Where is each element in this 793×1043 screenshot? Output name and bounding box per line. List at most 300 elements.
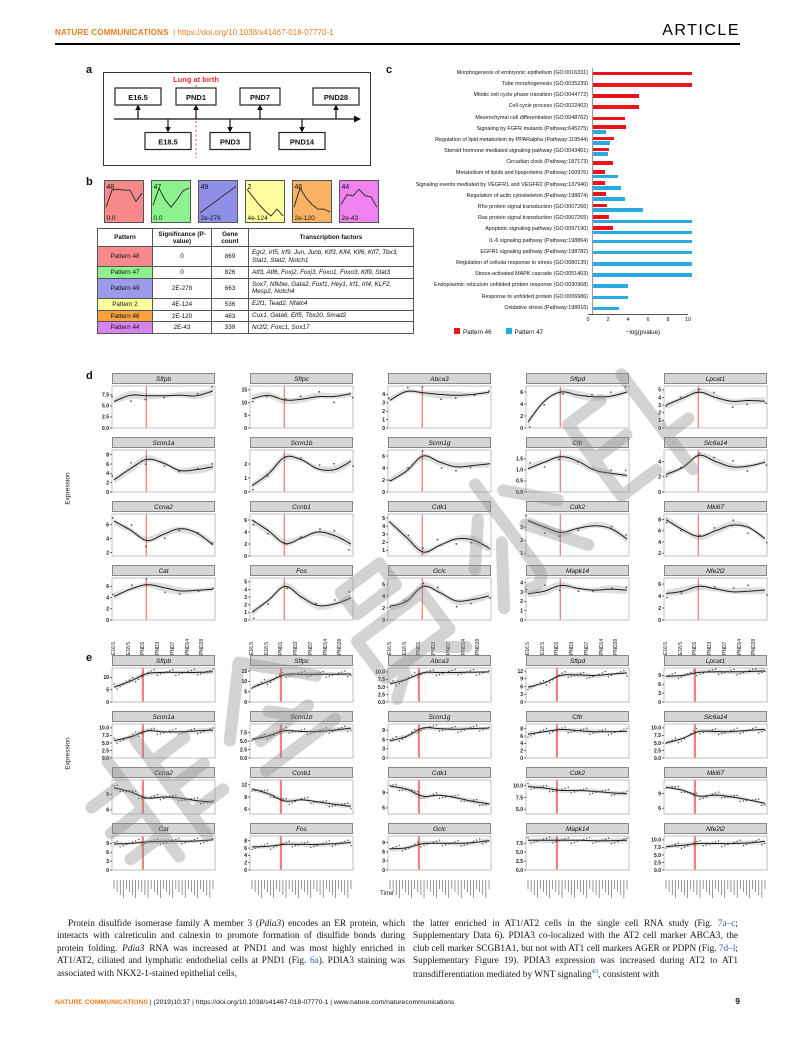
- go-term-label: Circadian clock (Pathway:187173): [506, 159, 588, 166]
- table-header: Significance (P-value): [153, 229, 212, 247]
- gene-title: Fos: [250, 823, 353, 834]
- go-term-row: [392, 281, 702, 292]
- svg-text:0: 0: [244, 553, 247, 558]
- bar-pattern-47: [593, 273, 692, 277]
- svg-text:10.0: 10.0: [375, 669, 385, 676]
- bar-pattern-47: [593, 240, 692, 244]
- x-tick-label: PND28: [751, 638, 758, 655]
- body-text: ; Supplementary Figure 19). PDIA3 expression was increased during AT2 to AT1 transdifferentiation mediated by WNT signaling: [413, 943, 738, 980]
- gene-plot-gclc: [371, 565, 493, 627]
- x-tick-label: E16.5: [249, 641, 255, 655]
- svg-text:3: 3: [658, 690, 661, 697]
- svg-text:47: 47: [153, 184, 162, 191]
- go-term-label: Mitotic cell cycle phase transition (GO:0044772): [473, 92, 588, 99]
- x-tick-label: PND7: [583, 641, 590, 655]
- gene-plot-nfe2l2: [647, 565, 769, 627]
- bar-pattern-47: [593, 220, 692, 224]
- gene-title: Mki67: [664, 767, 767, 778]
- gene-title: Lpcat1: [664, 655, 767, 666]
- go-term-row: [392, 146, 702, 157]
- body-column-left: [57, 918, 405, 980]
- x-tick-label: PND1: [416, 641, 423, 655]
- svg-text:3: 3: [382, 400, 385, 407]
- go-term-row: [392, 102, 702, 113]
- svg-text:7.5: 7.5: [654, 733, 661, 740]
- panel-e-x-axis-label: Time: [380, 890, 394, 897]
- go-term-bars: [592, 146, 702, 157]
- x-axis-strip: [647, 879, 769, 908]
- gene-plot-scnn1g: [371, 437, 493, 499]
- gene-title: Scnn1b: [250, 437, 353, 448]
- bar-pattern-46: [593, 117, 625, 121]
- svg-text:4: 4: [382, 465, 385, 472]
- bar-pattern-47: [593, 231, 692, 235]
- go-term-row: [392, 225, 702, 236]
- gene-plot-abca3: [371, 655, 493, 709]
- svg-text:PND14: PND14: [289, 137, 315, 147]
- body-text: ) encodes an ER protein, which interacts with calreticulin and calnexin to promote formation of disulfide bonds during protein folding.: [57, 919, 405, 954]
- body-text: ). PDIA3 staining was associated with NKX2-1-stained epithelial cells,: [57, 956, 405, 979]
- svg-text:5.0: 5.0: [240, 738, 247, 745]
- go-term-bars: [592, 191, 702, 202]
- svg-text:1: 1: [658, 418, 661, 425]
- gene-title: Sftpb: [112, 373, 215, 384]
- svg-text:6: 6: [520, 684, 523, 691]
- bar-pattern-47: [593, 141, 610, 145]
- gene-plot-scnn1b: [233, 437, 355, 499]
- body-text: , consistent with: [598, 969, 659, 980]
- table-cell: Pattern 46: [98, 310, 153, 322]
- bar-pattern-46: [593, 181, 605, 185]
- x-tick-label: E18.5: [263, 641, 270, 655]
- svg-text:0: 0: [106, 489, 109, 494]
- svg-text:6: 6: [382, 737, 385, 744]
- header: [55, 22, 740, 45]
- gene-title: Sftpb: [112, 655, 215, 666]
- svg-text:0.5: 0.5: [516, 478, 523, 485]
- svg-text:3: 3: [382, 531, 385, 538]
- go-term-row: [392, 135, 702, 146]
- gene-title: Cdk1: [388, 767, 491, 778]
- go-bar-chart: [392, 68, 702, 336]
- pattern-box-49: [198, 180, 238, 223]
- pattern-box-44: [339, 180, 379, 223]
- go-term-bars: [592, 247, 702, 258]
- table-cell: 869: [212, 247, 249, 267]
- gene-plot-ccna2: [95, 501, 217, 563]
- go-term-label: Regulation of lipid metabolism by PPARalpha (Pathway:119544): [435, 136, 588, 143]
- table-cell: Pattern 47: [98, 267, 153, 279]
- footer-link[interactable]: | (2019)10:37 | https://doi.org/10.1038/s41467-018-07770-1 | www.nature.com/naturecommunications: [149, 999, 455, 1006]
- journal-name: NATURE COMMUNICATIONS: [55, 28, 169, 37]
- gene-title: Mapk14: [526, 565, 629, 576]
- pattern-box-48: [104, 180, 144, 223]
- gene-plot-ccna2: [95, 767, 217, 821]
- gene-plot-nfe2l2: [647, 823, 769, 877]
- gene-title: Scnn1b: [250, 711, 353, 722]
- body-text: Pdia3: [258, 919, 282, 929]
- svg-text:1.5: 1.5: [516, 456, 523, 463]
- svg-text:0.0: 0.0: [106, 215, 116, 222]
- x-tick-label: E18.5: [677, 641, 684, 655]
- go-term-bars: [592, 303, 702, 314]
- svg-text:5.0: 5.0: [654, 852, 661, 859]
- gene-title: Ccnb1: [250, 767, 353, 778]
- svg-text:0.0: 0.0: [654, 867, 661, 872]
- bar-pattern-46: [593, 105, 639, 109]
- gene-title: Gclc: [388, 823, 491, 834]
- svg-text:5.0: 5.0: [102, 740, 109, 747]
- x-axis-strip: [233, 879, 355, 908]
- svg-text:9: 9: [382, 840, 385, 847]
- svg-text:1.0: 1.0: [516, 467, 523, 474]
- svg-text:2: 2: [247, 184, 252, 191]
- gene-title: Cdk1: [388, 501, 491, 512]
- bar-pattern-46: [593, 161, 613, 165]
- table-cell: Pattern 44: [98, 322, 153, 334]
- svg-text:9: 9: [658, 673, 661, 680]
- panel-e-plot-grid: [95, 655, 769, 908]
- body-text: RNA was increased at PND1 and was most highly enriched in AT1/AT2, ciliated and lymphatic endothelial cells at PND1 (Fig.: [57, 943, 405, 967]
- svg-text:2: 2: [658, 474, 661, 481]
- body-text: Pdia3: [122, 943, 145, 954]
- svg-text:8: 8: [244, 838, 247, 845]
- gene-title: Slc6a14: [664, 711, 767, 722]
- svg-text:2: 2: [658, 605, 661, 612]
- legend-swatch-blue: [506, 328, 512, 334]
- svg-text:2: 2: [658, 551, 661, 557]
- svg-text:1: 1: [244, 475, 247, 482]
- svg-text:6: 6: [106, 850, 109, 857]
- x-tick-label: PND7: [721, 641, 728, 655]
- svg-text:0: 0: [106, 699, 109, 704]
- table-row: [98, 279, 414, 299]
- bar-pattern-46: [593, 215, 609, 219]
- go-chart-footer: [392, 328, 702, 336]
- x-tick-label: PND1: [140, 641, 147, 655]
- bar-pattern-46: [593, 83, 692, 87]
- svg-text:0: 0: [382, 489, 385, 494]
- gene-title: Abca3: [388, 655, 491, 666]
- svg-text:4: 4: [106, 536, 109, 543]
- table-cell: 0: [153, 267, 212, 279]
- table-cell: 483: [212, 310, 249, 322]
- pattern-box-46: [292, 180, 332, 223]
- x-tick-label: PND14: [736, 638, 743, 655]
- gene-title: Cftr: [526, 711, 629, 722]
- x-tick-label: PND3: [569, 641, 576, 655]
- svg-text:9: 9: [382, 790, 385, 797]
- figure-link[interactable]: 6a: [309, 956, 319, 967]
- svg-text:9: 9: [244, 794, 247, 801]
- svg-text:6: 6: [658, 528, 661, 535]
- gene-plot-cdk1: [371, 767, 493, 821]
- go-term-bars: [592, 113, 702, 124]
- x-tick-label: PND1: [692, 641, 699, 655]
- gene-plot-ccnb1: [233, 767, 355, 821]
- svg-text:0: 0: [658, 489, 661, 494]
- svg-text:4: 4: [244, 529, 247, 536]
- go-term-bars: [592, 281, 702, 292]
- gene-title: Slc6a14: [664, 437, 767, 448]
- svg-text:2: 2: [520, 599, 523, 606]
- gene-title: Mki67: [664, 501, 767, 512]
- gene-plot-cdk2: [509, 501, 631, 563]
- bar-pattern-47: [593, 130, 606, 134]
- svg-text:2: 2: [244, 461, 247, 468]
- gene-plot-abca3: [371, 373, 493, 435]
- svg-text:0: 0: [520, 699, 523, 704]
- gene-plot-cat: [95, 565, 217, 627]
- go-x-axis-label: −log(pvalue): [625, 328, 661, 336]
- svg-text:6: 6: [658, 682, 661, 689]
- go-term-row: [392, 124, 702, 135]
- go-term-label: Signaling events mediated by VEGFR1 and VEGFR2 (Pathway:137940): [415, 181, 588, 188]
- table-row: [98, 322, 414, 334]
- go-term-bars: [592, 225, 702, 236]
- gene-plot-sftpb: [95, 373, 217, 435]
- svg-text:5.0: 5.0: [516, 807, 523, 814]
- svg-text:2.5: 2.5: [240, 747, 247, 754]
- go-term-bars: [592, 269, 702, 280]
- svg-text:PND28: PND28: [323, 93, 349, 102]
- gene-title: Scnn1a: [112, 711, 215, 722]
- bar-pattern-47: [593, 251, 692, 255]
- go-term-row: [392, 269, 702, 280]
- svg-text:2e-278: 2e-278: [200, 215, 221, 222]
- svg-text:5: 5: [244, 579, 247, 586]
- bar-pattern-47: [593, 152, 608, 156]
- go-term-row: [392, 158, 702, 169]
- svg-text:2e-43: 2e-43: [341, 215, 359, 222]
- go-term-label: Rho protein signal transduction (GO:0007266): [477, 204, 588, 210]
- svg-text:12: 12: [517, 668, 523, 675]
- svg-text:0: 0: [244, 867, 247, 872]
- svg-text:6: 6: [382, 849, 385, 856]
- svg-text:10: 10: [103, 675, 109, 682]
- gene-plot-scnn1a: [95, 711, 217, 765]
- table-cell: 4E-124: [153, 298, 212, 310]
- go-term-bars: [592, 68, 702, 79]
- gene-plot-gclc: [371, 823, 493, 877]
- svg-text:5.0: 5.0: [516, 849, 523, 856]
- svg-text:0.0: 0.0: [102, 755, 109, 760]
- gene-plot-scnn1g: [371, 711, 493, 765]
- panel-c-label: c: [386, 64, 393, 76]
- x-tick-label: PND3: [293, 641, 300, 655]
- gene-plot-sftpc: [233, 373, 355, 435]
- gene-title: Scnn1a: [112, 437, 215, 448]
- svg-text:6: 6: [520, 389, 523, 396]
- panel-e-y-axis-label: Expression: [64, 737, 72, 770]
- go-term-row: [392, 247, 702, 258]
- svg-text:0.0: 0.0: [102, 425, 109, 430]
- go-term-bars: [592, 236, 702, 247]
- svg-text:44: 44: [341, 184, 350, 191]
- gene-plot-mki67: [647, 501, 769, 563]
- svg-text:E16.5: E16.5: [128, 93, 148, 102]
- svg-text:10: 10: [241, 679, 247, 686]
- panel-d-label: d: [86, 370, 93, 382]
- svg-text:7.5: 7.5: [102, 733, 109, 740]
- svg-text:PND1: PND1: [185, 93, 207, 102]
- svg-text:4: 4: [520, 580, 523, 587]
- timeline-figure: [103, 72, 371, 166]
- legend-pattern-46: Pattern 46: [454, 328, 492, 336]
- table-header: Gene count: [212, 229, 249, 247]
- gene-plot-cftr: [509, 437, 631, 499]
- table-cell: 663: [212, 279, 249, 299]
- article-type-label: ARTICLE: [662, 22, 740, 39]
- svg-text:0: 0: [244, 425, 247, 430]
- svg-text:0: 0: [658, 699, 661, 704]
- svg-text:2: 2: [520, 413, 523, 420]
- panel-b-label: b: [86, 176, 93, 188]
- x-axis-strip: [509, 879, 631, 908]
- svg-text:5: 5: [244, 689, 247, 696]
- table-cell: Pattern 48: [98, 247, 153, 267]
- gene-title: Cat: [112, 823, 215, 834]
- svg-text:0: 0: [520, 425, 523, 430]
- svg-text:5: 5: [382, 515, 385, 522]
- table-cell: 2E-120: [153, 310, 212, 322]
- gene-title: Mapk14: [526, 823, 629, 834]
- x-tick-label: PND28: [199, 638, 206, 655]
- svg-text:0: 0: [244, 489, 247, 494]
- x-tick-label: PND14: [460, 638, 467, 655]
- go-term-bars: [592, 213, 702, 224]
- svg-text:1: 1: [520, 608, 523, 615]
- go-term-row: [392, 292, 702, 303]
- doi-link[interactable]: | https://doi.org/10.1038/s41467-018-07770-1: [173, 28, 334, 37]
- body-column-right: [413, 918, 738, 981]
- bar-pattern-47: [593, 307, 619, 311]
- svg-text:2.5: 2.5: [654, 748, 661, 755]
- go-term-bars: [592, 124, 702, 135]
- go-term-bars: [592, 202, 702, 213]
- svg-text:12: 12: [241, 782, 247, 789]
- panel-a-label: a: [86, 64, 93, 76]
- gene-plot-scnn1b: [233, 711, 355, 765]
- svg-text:7.5: 7.5: [516, 840, 523, 847]
- gene-plot-mapk14: [509, 565, 631, 627]
- pattern-box-2: [245, 180, 285, 223]
- svg-text:7.5: 7.5: [654, 845, 661, 852]
- go-term-row: [392, 180, 702, 191]
- svg-text:1: 1: [382, 417, 385, 424]
- svg-text:8: 8: [658, 517, 661, 524]
- svg-text:4: 4: [520, 741, 523, 748]
- x-tick-label: PND28: [613, 638, 620, 655]
- x-tick-label: E18.5: [539, 641, 546, 655]
- svg-text:46: 46: [294, 184, 303, 191]
- figure-link[interactable]: 7d–l: [718, 943, 736, 954]
- svg-text:3: 3: [244, 594, 247, 601]
- bar-pattern-47: [593, 208, 643, 212]
- go-term-row: [392, 303, 702, 314]
- bar-pattern-46: [593, 125, 626, 129]
- svg-text:4: 4: [106, 471, 109, 478]
- gene-title: Fos: [250, 565, 353, 576]
- svg-text:6: 6: [106, 807, 109, 814]
- table-cell: Pattern 49: [98, 279, 153, 299]
- gene-plot-slc6a14: [647, 711, 769, 765]
- go-term-label: Oxidative stress (Pathway:198916): [504, 304, 588, 311]
- gene-plot-cat: [95, 823, 217, 877]
- svg-text:2.5: 2.5: [102, 414, 109, 421]
- svg-text:2: 2: [520, 538, 523, 545]
- x-tick-label: PND7: [169, 641, 176, 655]
- gene-plot-fos: [233, 823, 355, 877]
- go-term-row: [392, 68, 702, 79]
- x-tick-label: PND7: [307, 641, 314, 655]
- gene-title: Cat: [112, 565, 215, 576]
- svg-text:2: 2: [244, 602, 247, 609]
- table-cell: 826: [212, 267, 249, 279]
- svg-text:7.5: 7.5: [378, 677, 385, 684]
- bar-pattern-46: [593, 137, 614, 141]
- x-tick-label: 8: [666, 316, 670, 323]
- svg-text:10.0: 10.0: [651, 725, 661, 732]
- figure-link[interactable]: 43: [591, 967, 599, 975]
- svg-text:10: 10: [241, 400, 247, 407]
- svg-text:6: 6: [106, 584, 109, 591]
- x-tick-label: PND1: [554, 641, 561, 655]
- bar-pattern-47: [593, 197, 625, 201]
- svg-text:5.0: 5.0: [378, 684, 385, 691]
- go-term-bars: [592, 158, 702, 169]
- table-cell: 2E-278: [153, 279, 212, 299]
- gene-title: Abca3: [388, 373, 491, 384]
- svg-text:PND7: PND7: [249, 93, 271, 102]
- svg-text:6: 6: [106, 522, 109, 529]
- svg-text:6: 6: [244, 517, 247, 524]
- table-cell: Cux1, Gata6, Elf5, Tbx20, Smad2: [249, 310, 414, 322]
- gene-plot-sftpd: [509, 373, 631, 435]
- svg-text:0.0: 0.0: [516, 489, 523, 494]
- go-term-label: Regulation of cellular response to stress (GO:0080135): [456, 259, 588, 266]
- svg-text:5: 5: [244, 413, 247, 420]
- gene-title: Gclc: [388, 565, 491, 576]
- bar-pattern-46: [593, 148, 609, 152]
- x-tick-label: 10: [684, 316, 692, 323]
- gene-title: Cdk2: [526, 501, 629, 512]
- go-term-label: Apoptotic signaling pathway (GO:0097190): [485, 226, 588, 233]
- svg-text:4: 4: [520, 401, 523, 408]
- go-term-bars: [592, 292, 702, 303]
- svg-text:2: 2: [106, 550, 109, 557]
- gene-plot-lpcat1: [647, 373, 769, 435]
- go-term-label: Ras protein signal transduction (GO:0007265): [478, 215, 588, 222]
- svg-text:7.5: 7.5: [240, 730, 247, 737]
- go-term-row: [392, 202, 702, 213]
- figure-link[interactable]: 7a–c: [717, 919, 736, 929]
- svg-text:0: 0: [382, 755, 385, 760]
- gene-title: Sftpd: [526, 373, 629, 384]
- svg-text:0: 0: [382, 425, 385, 430]
- go-term-row: [392, 90, 702, 101]
- x-tick-label: PND1: [278, 641, 285, 655]
- bar-pattern-46: [593, 192, 606, 196]
- bar-pattern-46: [593, 170, 605, 174]
- svg-text:2.5: 2.5: [516, 858, 523, 865]
- gene-title: Cdk2: [526, 767, 629, 778]
- svg-text:0.0: 0.0: [654, 755, 661, 760]
- svg-text:4: 4: [382, 523, 385, 530]
- panel-d-y-axis-label: Expression: [64, 472, 72, 505]
- gene-plot-sftpd: [509, 655, 631, 709]
- go-term-row: [392, 169, 702, 180]
